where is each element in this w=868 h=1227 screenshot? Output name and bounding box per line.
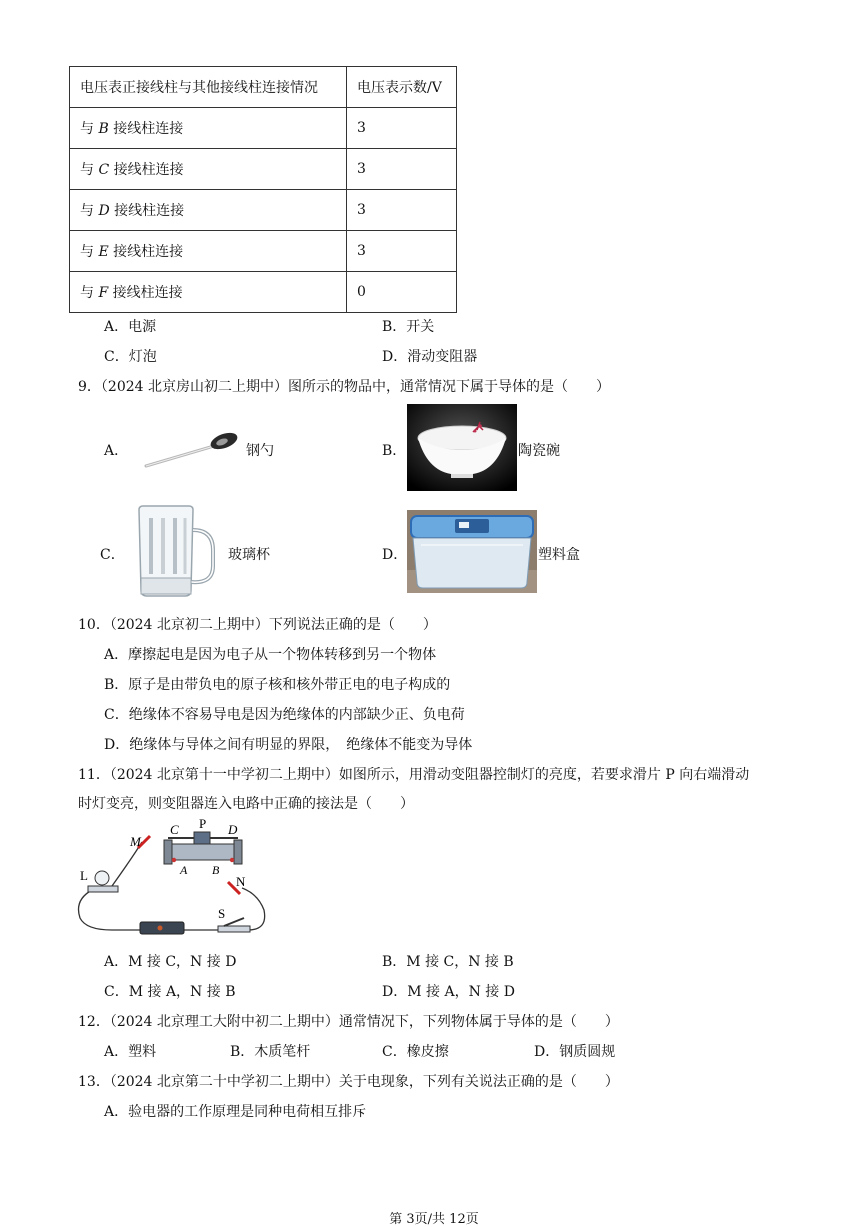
label-d: D — [228, 822, 238, 837]
q9-option-d-letter: D． — [382, 547, 408, 563]
q11-stem-line1: 11．（2024 北京第十一中学初二上期中）如图所示，用滑动变阻器控制灯的亮度，若要求滑片 P 向右端滑动 — [78, 767, 750, 783]
q10-option-d: D．绝缘体与导体之间有明显的界限， 绝缘体不能变为导体 — [104, 737, 473, 753]
label-m: M — [130, 834, 141, 849]
q11-stem-line2: 时灯变亮，则变阻器连入电路中正确的接法是（ ） — [78, 796, 414, 812]
q9-option-a-label: 钢勺 — [246, 443, 274, 459]
q9-option-b-label: 陶瓷碗 — [518, 443, 560, 459]
q10-stem: 10．（2024 北京初二上期中）下列说法正确的是（ ） — [78, 617, 437, 633]
table-cell-connection: 与 D 接线柱连接 — [70, 190, 347, 231]
circuit-diagram — [72, 818, 292, 942]
table-row — [70, 190, 457, 231]
table-row — [70, 108, 457, 149]
q12-option-a: A．塑料 — [104, 1044, 157, 1060]
table-cell-connection: 与 C 接线柱连接 — [70, 149, 347, 190]
q12-option-c: C．橡皮擦 — [382, 1044, 449, 1060]
spoon-image — [140, 428, 240, 472]
q10-option-a: A．摩擦起电是因为电子从一个物体转移到另一个物体 — [104, 647, 437, 663]
label-s: S — [218, 906, 226, 921]
q9-option-d-label: 塑料盒 — [538, 547, 580, 563]
table-header-cell: 电压表示数/V — [347, 67, 457, 108]
label-p: P — [199, 818, 207, 831]
label-l: L — [80, 868, 88, 883]
table-cell-connection: 与 B 接线柱连接 — [70, 108, 347, 149]
voltage-table — [69, 66, 457, 313]
label-n: N — [236, 874, 246, 889]
q8-option-d: D．滑动变阻器 — [382, 349, 478, 365]
table-cell-value: 3 — [347, 149, 457, 190]
table-cell-value: 3 — [347, 108, 457, 149]
q9-stem: 9．（2024 北京房山初二上期中）图所示的物品中，通常情况下属于导体的是（ ） — [78, 379, 610, 395]
table-cell-value: 3 — [347, 190, 457, 231]
lamp — [88, 871, 118, 892]
table-cell-value: 0 — [347, 272, 457, 313]
q12-stem: 12．（2024 北京理工大附中初二上期中）通常情况下，下列物体属于导体的是（ ） — [78, 1014, 619, 1030]
q10-option-c: C．绝缘体不容易导电是因为绝缘体的内部缺少正、负电荷 — [104, 707, 465, 723]
q9-option-a-letter: A． — [104, 443, 129, 459]
q13-stem: 13．（2024 北京第二十中学初二上期中）关于电现象，下列有关说法正确的是（ ） — [78, 1074, 619, 1090]
battery — [140, 922, 184, 934]
q8-option-a: A．电源 — [104, 319, 157, 335]
q9-option-c-letter: C． — [100, 547, 125, 563]
q12-option-b: B．木质笔杆 — [230, 1044, 311, 1060]
q9-option-b-letter: B． — [382, 443, 407, 459]
q13-option-a: A．验电器的工作原理是同种电荷相互排斥 — [104, 1104, 367, 1120]
q11-option-d: D．M 接 A，N 接 D — [382, 984, 515, 1000]
table-row — [70, 149, 457, 190]
q8-option-c: C．灯泡 — [104, 349, 157, 365]
q11-option-c: C．M 接 A，N 接 B — [104, 984, 236, 1000]
plastic-box-image — [407, 510, 537, 593]
table-row — [70, 231, 457, 272]
q11-option-b: B．M 接 C，N 接 B — [382, 954, 514, 970]
table-cell-connection: 与 E 接线柱连接 — [70, 231, 347, 272]
q10-option-b: B．原子是由带负电的原子核和核外带正电的电子构成的 — [104, 677, 451, 693]
q8-option-b: B．开关 — [382, 319, 435, 335]
page-footer: 第 3页/共 12页 — [389, 1212, 479, 1227]
table-header-cell: 电压表正接线柱与其他接线柱连接情况 — [70, 67, 347, 108]
q9-option-c-label: 玻璃杯 — [228, 547, 270, 563]
ceramic-bowl-image — [407, 404, 517, 491]
glass-cup-image — [135, 504, 217, 600]
table-header-row — [70, 67, 457, 108]
q11-option-a: A．M 接 C，N 接 D — [104, 954, 237, 970]
table-cell-value: 3 — [347, 231, 457, 272]
table-cell-connection: 与 F 接线柱连接 — [70, 272, 347, 313]
label-a: A — [180, 863, 188, 877]
q12-option-d: D．钢质圆规 — [534, 1044, 616, 1060]
table-row — [70, 272, 457, 313]
label-c: C — [170, 822, 179, 837]
label-b: B — [212, 863, 220, 877]
